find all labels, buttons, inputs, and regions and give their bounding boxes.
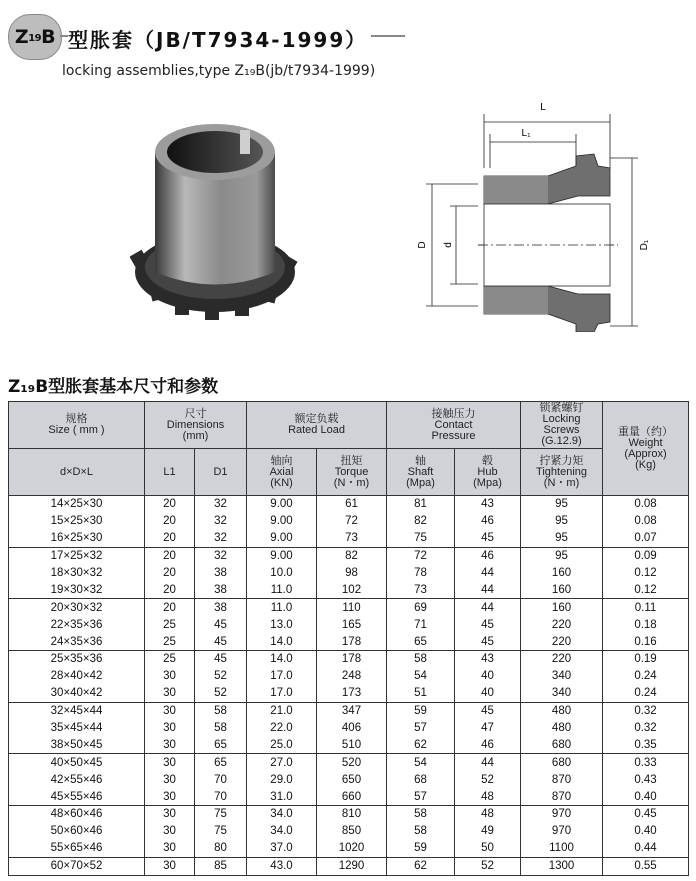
badge-end: B: [41, 26, 56, 48]
table-cell: 62: [387, 857, 455, 875]
table-cell: 27.0: [247, 754, 317, 771]
table-cell: 32: [195, 496, 247, 513]
table-row: [9, 616, 689, 633]
table-cell: 0.12: [603, 581, 689, 598]
table-cell: 32: [195, 547, 247, 564]
table-cell: 11.0: [247, 599, 317, 616]
table-body: [9, 496, 689, 876]
table-cell: 98: [317, 565, 387, 582]
header-L1: L1: [145, 449, 195, 496]
table-cell: 20: [145, 547, 195, 564]
table-cell: 970: [521, 823, 603, 840]
table-row: [9, 823, 689, 840]
table-cell: 20: [145, 581, 195, 598]
table-cell: 0.45: [603, 806, 689, 823]
table-cell: 25: [145, 616, 195, 633]
header-size: 规格 Size ( mm ): [9, 402, 145, 449]
table-cell: 46: [455, 513, 521, 530]
table-cell: 165: [317, 616, 387, 633]
table-cell: 160: [521, 565, 603, 582]
type-badge: [8, 14, 62, 60]
table-cell: 30: [145, 823, 195, 840]
table-cell: 15×25×30: [9, 513, 145, 530]
table-cell: 0.08: [603, 513, 689, 530]
table-cell: 45: [195, 651, 247, 668]
page-subtitle: locking assemblies,type Z₁₉B(jb/t7934-1999): [62, 63, 376, 79]
table-cell: 18×30×32: [9, 565, 145, 582]
table-cell: 178: [317, 651, 387, 668]
table-cell: 46: [455, 736, 521, 753]
table-cell: 44: [455, 581, 521, 598]
table-cell: 0.18: [603, 616, 689, 633]
table-cell: 0.07: [603, 530, 689, 547]
table-cell: 24×35×36: [9, 633, 145, 650]
header-contact-pressure: 接触压力 Contact Pressure: [387, 402, 521, 449]
table-cell: 0.12: [603, 565, 689, 582]
table-cell: 95: [521, 530, 603, 547]
table-cell: 30: [145, 754, 195, 771]
specs-table: [8, 401, 689, 876]
table-cell: 20×30×32: [9, 599, 145, 616]
table-row: [9, 720, 689, 737]
table-cell: 13.0: [247, 616, 317, 633]
header-rated-load: 额定负载 Rated Load: [247, 402, 387, 449]
table-cell: 1290: [317, 857, 387, 875]
table-cell: 81: [387, 496, 455, 513]
table-cell: 59: [387, 702, 455, 719]
label-L: L: [540, 102, 546, 113]
table-row: [9, 651, 689, 668]
table-cell: 20: [145, 513, 195, 530]
table-row: [9, 685, 689, 702]
table-cell: 9.00: [247, 513, 317, 530]
table-cell: 52: [195, 668, 247, 685]
table-cell: 810: [317, 806, 387, 823]
table-cell: 45: [455, 633, 521, 650]
label-D: D: [417, 241, 428, 249]
table-cell: 32: [195, 513, 247, 530]
table-cell: 14×25×30: [9, 496, 145, 513]
table-cell: 30: [145, 806, 195, 823]
header-locking-screws: 锁紧螺钉 Locking Screws (G.12.9): [521, 402, 603, 449]
table-cell: 65: [195, 736, 247, 753]
table-cell: 11.0: [247, 581, 317, 598]
table-cell: 22×35×36: [9, 616, 145, 633]
table-cell: 480: [521, 720, 603, 737]
table-cell: 62: [387, 736, 455, 753]
product-photo: [130, 112, 300, 327]
table-cell: 22.0: [247, 720, 317, 737]
table-cell: 1300: [521, 857, 603, 875]
technical-drawing: [398, 96, 658, 332]
table-cell: 45: [455, 702, 521, 719]
table-cell: 38: [195, 599, 247, 616]
table-cell: 110: [317, 599, 387, 616]
table-cell: 173: [317, 685, 387, 702]
table-cell: 20: [145, 496, 195, 513]
table-cell: 72: [387, 547, 455, 564]
page-title: 型胀套（JB/T7934-1999）: [68, 24, 371, 53]
table-row: [9, 771, 689, 788]
table-cell: 29.0: [247, 771, 317, 788]
table-cell: 34.0: [247, 806, 317, 823]
table-cell: 61: [317, 496, 387, 513]
table-row: [9, 581, 689, 598]
table-cell: 160: [521, 581, 603, 598]
table-cell: 43: [455, 651, 521, 668]
table-cell: 52: [455, 771, 521, 788]
table-row: [9, 754, 689, 771]
table-cell: 70: [195, 788, 247, 805]
table-cell: 43: [455, 496, 521, 513]
table-row: [9, 736, 689, 753]
table-cell: 30: [145, 840, 195, 857]
table-cell: 220: [521, 651, 603, 668]
table-row: [9, 496, 689, 513]
table-cell: 30: [145, 857, 195, 875]
table-cell: 0.24: [603, 668, 689, 685]
table-cell: 30: [145, 788, 195, 805]
label-d: d: [443, 242, 454, 248]
table-cell: 50×60×46: [9, 823, 145, 840]
table-cell: 44: [455, 599, 521, 616]
table-cell: 71: [387, 616, 455, 633]
table-row: [9, 668, 689, 685]
table-cell: 60×70×52: [9, 857, 145, 875]
table-cell: 59: [387, 840, 455, 857]
table-cell: 16×25×30: [9, 530, 145, 547]
table-cell: 9.00: [247, 547, 317, 564]
table-cell: 47: [455, 720, 521, 737]
table-cell: 44: [455, 565, 521, 582]
table-cell: 75: [195, 823, 247, 840]
table-cell: 44: [455, 754, 521, 771]
table-cell: 52: [455, 857, 521, 875]
table-cell: 9.00: [247, 496, 317, 513]
table-cell: 31.0: [247, 788, 317, 805]
table-cell: 0.11: [603, 599, 689, 616]
table-cell: 65: [195, 754, 247, 771]
table-cell: 17.0: [247, 668, 317, 685]
table-cell: 0.44: [603, 840, 689, 857]
table-cell: 0.09: [603, 547, 689, 564]
table-cell: 102: [317, 581, 387, 598]
table-cell: 0.55: [603, 857, 689, 875]
table-cell: 0.40: [603, 788, 689, 805]
table-cell: 75: [195, 806, 247, 823]
table-cell: 0.33: [603, 754, 689, 771]
table-cell: 25×35×36: [9, 651, 145, 668]
table-cell: 520: [317, 754, 387, 771]
table-cell: 45: [455, 530, 521, 547]
header-dDL: d×D×L: [9, 449, 145, 496]
table-cell: 65: [387, 633, 455, 650]
table-cell: 870: [521, 788, 603, 805]
table-cell: 850: [317, 823, 387, 840]
table-cell: 0.35: [603, 736, 689, 753]
table-cell: 160: [521, 599, 603, 616]
table-row: [9, 857, 689, 875]
label-D1: D₁: [639, 239, 650, 251]
table-cell: 58: [387, 806, 455, 823]
table-cell: 52: [195, 685, 247, 702]
table-cell: 95: [521, 547, 603, 564]
table-cell: 30: [145, 685, 195, 702]
table-cell: 40: [455, 685, 521, 702]
table-cell: 78: [387, 565, 455, 582]
table-cell: 45: [455, 616, 521, 633]
table-cell: 30: [145, 668, 195, 685]
table-cell: 1020: [317, 840, 387, 857]
table-cell: 970: [521, 806, 603, 823]
table-cell: 650: [317, 771, 387, 788]
table-cell: 14.0: [247, 651, 317, 668]
table-cell: 30: [145, 771, 195, 788]
table-cell: 82: [387, 513, 455, 530]
table-cell: 340: [521, 668, 603, 685]
table-cell: 50: [455, 840, 521, 857]
table-cell: 75: [387, 530, 455, 547]
table-cell: 25.0: [247, 736, 317, 753]
table-cell: 30: [145, 702, 195, 719]
table-cell: 30: [145, 736, 195, 753]
table-cell: 680: [521, 754, 603, 771]
table-cell: 48: [455, 806, 521, 823]
table-cell: 49: [455, 823, 521, 840]
table-cell: 40: [455, 668, 521, 685]
table-cell: 95: [521, 496, 603, 513]
table-cell: 25: [145, 633, 195, 650]
table-row: [9, 530, 689, 547]
table-cell: 660: [317, 788, 387, 805]
table-cell: 406: [317, 720, 387, 737]
table-row: [9, 599, 689, 616]
table-cell: 37.0: [247, 840, 317, 857]
table-cell: 17.0: [247, 685, 317, 702]
table-cell: 20: [145, 565, 195, 582]
table-cell: 42×55×46: [9, 771, 145, 788]
table-cell: 95: [521, 513, 603, 530]
header-weight: 重量（约） Weight (Approx) (Kg): [603, 402, 689, 496]
table-cell: 0.24: [603, 685, 689, 702]
table-row: [9, 547, 689, 564]
table-cell: 347: [317, 702, 387, 719]
table-cell: 178: [317, 633, 387, 650]
table-cell: 0.16: [603, 633, 689, 650]
badge-main: Z: [14, 26, 29, 48]
table-cell: 0.19: [603, 651, 689, 668]
table-cell: 248: [317, 668, 387, 685]
table-cell: 20: [145, 599, 195, 616]
table-cell: 25: [145, 651, 195, 668]
table-row: [9, 788, 689, 805]
table-row: [9, 633, 689, 650]
table-cell: 34.0: [247, 823, 317, 840]
table-cell: 220: [521, 616, 603, 633]
table-cell: 30: [145, 720, 195, 737]
table-cell: 73: [317, 530, 387, 547]
table-cell: 680: [521, 736, 603, 753]
table-cell: 510: [317, 736, 387, 753]
table-cell: 51: [387, 685, 455, 702]
table-cell: 40×50×45: [9, 754, 145, 771]
table-cell: 57: [387, 720, 455, 737]
table-cell: 54: [387, 668, 455, 685]
table-cell: 58: [387, 823, 455, 840]
table-row: [9, 565, 689, 582]
table-cell: 70: [195, 771, 247, 788]
table-cell: 480: [521, 702, 603, 719]
table-cell: 17×25×32: [9, 547, 145, 564]
table-cell: 45×55×46: [9, 788, 145, 805]
table-cell: 19×30×32: [9, 581, 145, 598]
table-cell: 38: [195, 581, 247, 598]
table-row: [9, 513, 689, 530]
table-row: [9, 840, 689, 857]
header-shaft: 轴 Shaft (Mpa): [387, 449, 455, 496]
table-cell: 45: [195, 633, 247, 650]
table-cell: 45: [195, 616, 247, 633]
table-cell: 48×60×46: [9, 806, 145, 823]
table-cell: 48: [455, 788, 521, 805]
table-cell: 85: [195, 857, 247, 875]
table-cell: 32: [195, 530, 247, 547]
table-cell: 10.0: [247, 565, 317, 582]
table-cell: 14.0: [247, 633, 317, 650]
table-cell: 0.40: [603, 823, 689, 840]
table-title: Z₁₉B型胀套基本尺寸和参数: [8, 377, 219, 397]
table-cell: 38: [195, 565, 247, 582]
header-torque: 扭矩 Torque (N・m): [317, 449, 387, 496]
header-dimensions: 尺寸 Dimensions (mm): [145, 402, 247, 449]
table-cell: 46: [455, 547, 521, 564]
table-cell: 870: [521, 771, 603, 788]
table-cell: 38×50×45: [9, 736, 145, 753]
table-row: [9, 806, 689, 823]
header-axial: 轴向 Axial (KN): [247, 449, 317, 496]
label-L1: L₁: [521, 128, 531, 139]
table-cell: 340: [521, 685, 603, 702]
table-cell: 0.32: [603, 702, 689, 719]
table-cell: 73: [387, 581, 455, 598]
table-cell: 35×45×44: [9, 720, 145, 737]
header-hub: 毂 Hub (Mpa): [455, 449, 521, 496]
table-cell: 82: [317, 547, 387, 564]
table-cell: 0.08: [603, 496, 689, 513]
table-cell: 58: [387, 651, 455, 668]
table-row: [9, 702, 689, 719]
table-cell: 58: [195, 702, 247, 719]
table-cell: 1100: [521, 840, 603, 857]
table-cell: 9.00: [247, 530, 317, 547]
table-cell: 54: [387, 754, 455, 771]
table-cell: 20: [145, 530, 195, 547]
table-cell: 80: [195, 840, 247, 857]
table-cell: 69: [387, 599, 455, 616]
table-cell: 55×65×46: [9, 840, 145, 857]
table-cell: 28×40×42: [9, 668, 145, 685]
table-cell: 72: [317, 513, 387, 530]
badge-sub: 19: [28, 32, 42, 44]
header-D1: D1: [195, 449, 247, 496]
table-cell: 21.0: [247, 702, 317, 719]
table-cell: 220: [521, 633, 603, 650]
table-cell: 43.0: [247, 857, 317, 875]
table-cell: 57: [387, 788, 455, 805]
table-cell: 30×40×42: [9, 685, 145, 702]
table-cell: 68: [387, 771, 455, 788]
table-cell: 58: [195, 720, 247, 737]
table-cell: 32×45×44: [9, 702, 145, 719]
table-cell: 0.32: [603, 720, 689, 737]
table-cell: 0.43: [603, 771, 689, 788]
header-tightening: 拧紧力矩 Tightening (N・m): [521, 449, 603, 496]
